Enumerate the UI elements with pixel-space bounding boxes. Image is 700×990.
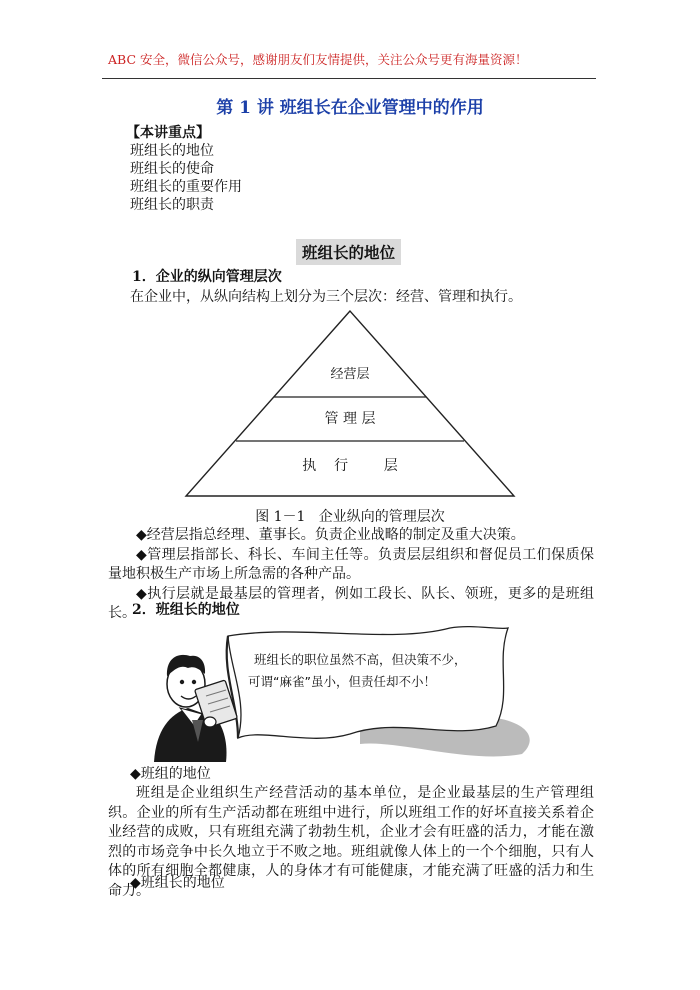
lecture-title: 第 1 讲 班组长在企业管理中的作用	[216, 98, 484, 118]
pyramid-middle-label: 管 理 层	[324, 411, 376, 427]
position-bullet: ◆班组的地位	[130, 766, 211, 782]
cartoon-person	[154, 655, 237, 762]
person-eye-icon	[192, 680, 196, 684]
pyramid-bottom-label: 执 行 层	[302, 458, 398, 474]
pyramid-top-label: 经营层	[330, 367, 370, 382]
banner-text-line1: 班组长的职位虽然不高，但决策不少，	[254, 652, 467, 667]
person-hand-icon	[204, 717, 216, 727]
key-point-item: 班组长的地位	[130, 143, 214, 159]
banner-text-line2: 可谓“麻雀”虽小，但责任却不小！	[248, 674, 436, 689]
section-title: 班组长的地位	[296, 239, 401, 265]
subsection-title: 2．班组长的地位	[132, 602, 240, 618]
intro-text: 在企业中，从纵向结构上划分为三个层次：经营、管理和执行。	[130, 289, 522, 305]
pyramid-diagram	[180, 308, 520, 500]
key-point-item: 班组长的重要作用	[130, 179, 242, 195]
header-divider	[102, 78, 596, 79]
bullet-item: ◆管理层指部长、科长、车间主任等。负责层层组织和督促员工们保质保量地积极生产市场上所急需的各种产品。	[108, 546, 594, 582]
position-paragraph: 班组是企业组织生产经营活动的基本单位，是企业最基层的生产管理组织。企业的所有生产活动都在班组中进行，所以班组工作的好坏直接关系着企业经营的成败，只有班组充满了勃勃生机，企业才会有旺盛的活力，才能在激烈的市场竞争中长久地立于不败之地。班组就像人体上的一个个细胞，只有人体的所有细胞全都健康，人的身体才有可能健康，才能充满了旺盛的活力和生命力。	[108, 785, 594, 899]
key-points-heading: 【本讲重点】	[126, 125, 210, 141]
key-point-item: 班组长的使命	[130, 161, 214, 177]
bullet-item: ◆执行层就是最基层的管理者，例如工段长、队长、领班，更多的是班组长。	[108, 585, 594, 621]
bullet-item: ◆经营层指总经理、董事长。负责企业战略的制定及重大决策。	[136, 527, 525, 543]
leader-bullet: ◆班组长的地位	[130, 875, 225, 891]
figure-caption: 图 1－1 企业纵向的管理层次	[255, 509, 445, 525]
cartoon-illustration	[150, 622, 540, 762]
person-eye-icon	[180, 680, 184, 684]
key-point-item: 班组长的职责	[130, 197, 214, 213]
subsection-title: 1．企业的纵向管理层次	[132, 269, 282, 285]
header-note: ABC 安全，微信公众号，感谢朋友们友情提供，关注公众号更有海量资源！	[108, 52, 528, 67]
